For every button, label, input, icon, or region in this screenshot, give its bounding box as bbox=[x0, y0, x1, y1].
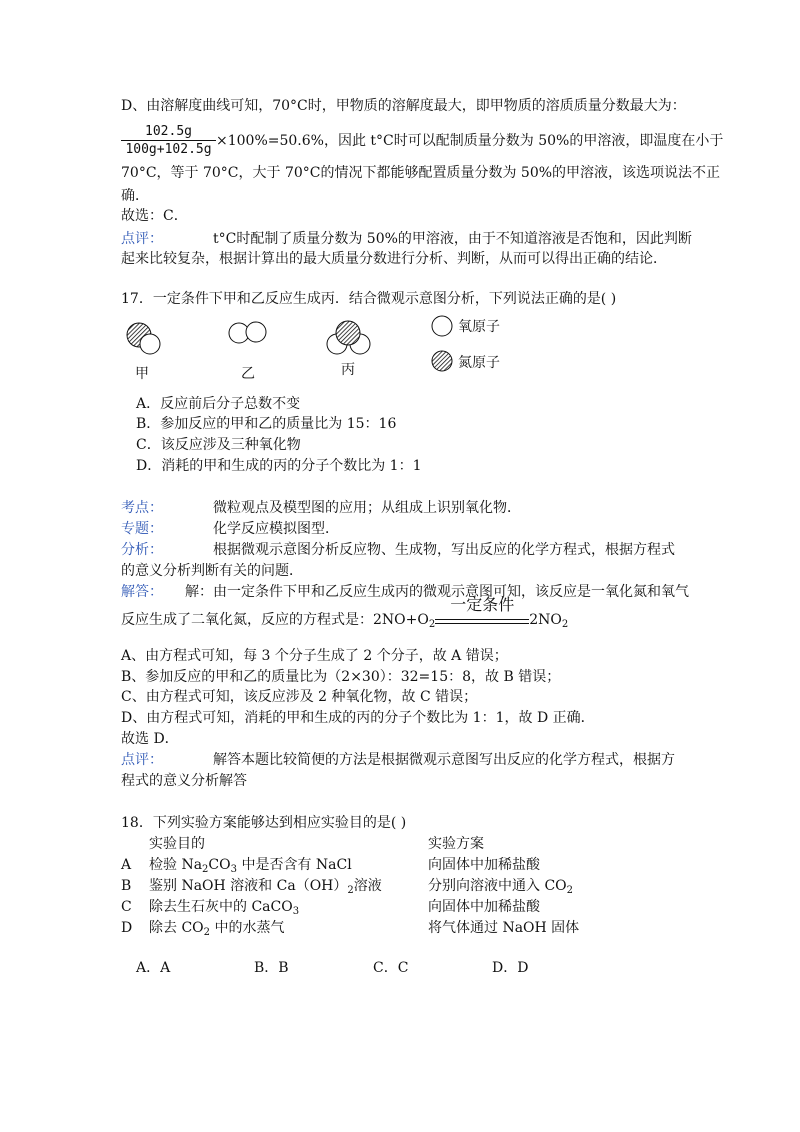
row-key: C bbox=[121, 899, 132, 915]
q17-option-b: B．参加反应的甲和乙的质量比为 15：16 bbox=[136, 416, 397, 432]
row-purpose: 除去生石灰中的 CaCO$_3$ bbox=[149, 899, 300, 917]
q16-option-d-line3: 70°C，等于 70°C，大于 70°C的情况下都能够配置质量分数为 50%的甲溶液，该选项说法不正 bbox=[121, 165, 721, 181]
jieda-label: 解答： bbox=[121, 584, 163, 600]
row-purpose: 除去 $CO_2$ 中的水蒸气 bbox=[149, 920, 285, 938]
q17-step-c: C、由方程式可知，该反应涉及 2 种氧化物，故 C 错误； bbox=[121, 689, 478, 705]
row-purpose: 鉴别 NaOH 溶液和 $Ca(OH)_2$溶液 bbox=[149, 878, 382, 896]
row-key: A bbox=[121, 857, 132, 873]
molecule-jia-no bbox=[127, 323, 160, 354]
q17-stem: 17．一定条件下甲和乙反应生成丙．结合微观示意图分析，下列说法正确的是( ) bbox=[121, 291, 617, 307]
q17-step-d: D、由方程式可知，消耗的甲和生成的丙的分子个数比为 1：1，故 D 正确． bbox=[121, 710, 595, 726]
molecule-label-bing: 丙 bbox=[341, 362, 355, 378]
row-plan: 将气体通过 NaOH 固体 bbox=[428, 920, 580, 936]
legend-oxygen-label: 氧原子 bbox=[458, 319, 500, 335]
review-label: 点评： bbox=[121, 231, 163, 247]
row-key: D bbox=[121, 920, 133, 936]
fraction-numerator: 102.5g bbox=[145, 124, 192, 139]
fenxi-label: 分析： bbox=[121, 542, 163, 558]
q17-kaodian bbox=[121, 498, 521, 518]
kaodian-text: 微粒观点及模型图的应用；从组成上识别氧化物． bbox=[213, 500, 521, 516]
row-purpose: 检验 $Na_2CO_3$ 中是否含有 NaCl bbox=[149, 857, 352, 875]
q16-review-line1 bbox=[121, 229, 692, 249]
reaction-condition-text: 一定条件 bbox=[450, 595, 515, 614]
q17-option-c: C．该反应涉及三种氧化物 bbox=[136, 437, 301, 453]
row-plan: 向固体中加稀盐酸 bbox=[428, 899, 540, 915]
nitrogen-atom-icon bbox=[432, 351, 452, 371]
header-purpose: 实验目的 bbox=[149, 836, 205, 852]
jieda-text: 解：由一定条件下甲和乙反应生成丙的微观示意图可知，该反应是一氧化氮和氧气 bbox=[185, 584, 689, 600]
molecule-yi-o2 bbox=[229, 322, 266, 343]
fenxi-text: 根据微观示意图分析反应物、生成物，写出反应的化学方程式，根据方程式 bbox=[213, 542, 675, 558]
q18-stem: 18．下列实验方案能够达到相应实验目的是( ) bbox=[121, 815, 407, 831]
header-plan: 实验方案 bbox=[428, 836, 484, 852]
q17-step-a: A、由方程式可知，每 3 个分子生成了 2 个分子，故 A 错误； bbox=[121, 648, 508, 664]
molecule-label-yi: 乙 bbox=[241, 366, 255, 382]
zhuanti-text: 化学反应模拟图型． bbox=[213, 521, 339, 537]
jieda-line2-text: 反应生成了二氧化氮，反应的方程式是： bbox=[121, 612, 373, 628]
molecule-label-jia: 甲 bbox=[135, 366, 149, 382]
q17-jieda-line1 bbox=[121, 582, 689, 602]
legend-nitrogen-label: 氮原子 bbox=[458, 355, 500, 371]
choice-d: D．D bbox=[492, 960, 529, 976]
zhuanti-label: 专题： bbox=[121, 521, 163, 537]
review-label: 点评： bbox=[121, 752, 163, 768]
q16-option-d-line4: 确． bbox=[121, 188, 149, 204]
review-text: 解答本题比较简便的方法是根据微观示意图写出反应的化学方程式，根据方 bbox=[213, 752, 675, 768]
equation-left: $2NO+O_2$ bbox=[373, 612, 436, 630]
q16-option-d-line1: D、由溶解度曲线可知，70°C时，甲物质的溶解度最大，即甲物质的溶质质量分数最大为： bbox=[121, 98, 686, 114]
q16-option-d-line2: ×100%=50.6%，因此 t°C时可以配制质量分数为 50%的甲溶液，即温度在小于 bbox=[216, 133, 724, 149]
q17-option-d: D．消耗的甲和生成的丙的分子个数比为 1：1 bbox=[136, 458, 422, 474]
equation-double-bar bbox=[435, 619, 529, 624]
q16-answer: 故选：C． bbox=[121, 208, 188, 224]
q17-review-line2: 程式的意义分析解答 bbox=[121, 773, 247, 789]
q17-fenxi-line1 bbox=[121, 540, 675, 560]
q17-step-b: B、参加反应的甲和乙的质量比为（2×30）：32=15：8，故 B 错误； bbox=[121, 669, 561, 685]
q17-zhuanti bbox=[121, 519, 339, 539]
equation-right: $2NO_2$ bbox=[529, 612, 569, 630]
fraction-denominator: 100g+102.5g bbox=[125, 142, 212, 157]
choice-b: B．B bbox=[254, 960, 289, 976]
row-key: B bbox=[121, 878, 132, 894]
row-plan: 分别向溶液中通入 $CO_2$ bbox=[428, 878, 574, 896]
choice-a: A．A bbox=[136, 960, 171, 976]
q17-review-line1 bbox=[121, 750, 675, 770]
row-plan: 向固体中加稀盐酸 bbox=[428, 857, 540, 873]
mass-fraction bbox=[121, 123, 216, 158]
review-text: t°C时配制了质量分数为 50%的甲溶液，由于不知道溶液是否饱和，因此判断 bbox=[213, 231, 692, 247]
choice-c: C．C bbox=[373, 960, 409, 976]
q17-answer: 故选 D． bbox=[121, 731, 179, 747]
q17-jieda-line2 bbox=[121, 595, 569, 630]
q17-option-a: A．反应前后分子总数不变 bbox=[136, 396, 301, 412]
q16-review-line2: 起来比较复杂，根据计算出的最大质量分数进行分析、判断，从而可以得出正确的结论． bbox=[121, 251, 667, 267]
molecule-bing-no2 bbox=[327, 321, 370, 354]
q17-fenxi-line2: 的意义分析判断有关的问题． bbox=[121, 563, 303, 579]
oxygen-atom-icon bbox=[432, 316, 452, 336]
kaodian-label: 考点： bbox=[121, 500, 163, 516]
reaction-condition bbox=[435, 595, 529, 624]
